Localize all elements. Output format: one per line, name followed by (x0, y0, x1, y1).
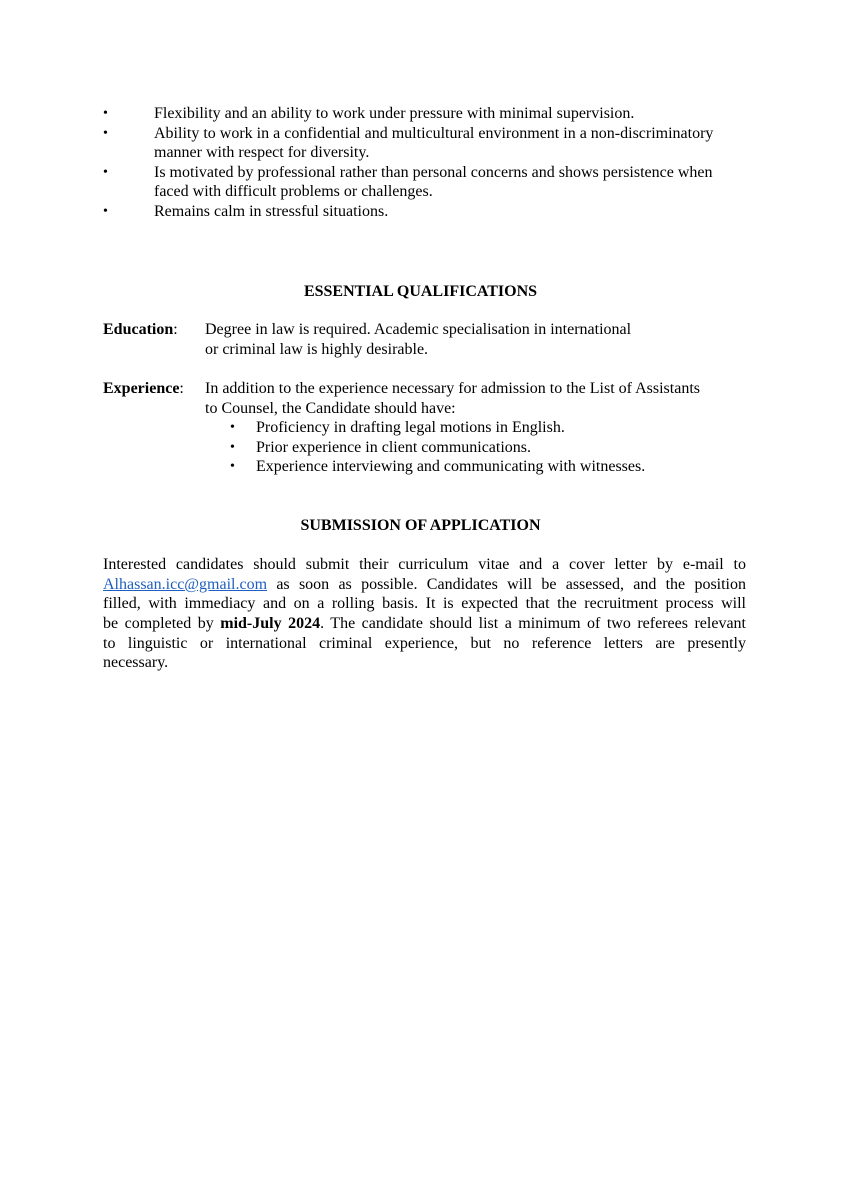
paragraph-line: necessary. (103, 654, 169, 671)
list-item-continuation: faced with difficult problems or challenges. (154, 183, 433, 200)
bullet-icon: • (230, 459, 235, 474)
bullet-icon: • (103, 106, 108, 121)
email-link[interactable]: Alhassan.icc@gmail.com (103, 576, 268, 593)
list-item-continuation: manner with respect for diversity. (154, 144, 370, 161)
education-text: Degree in law is required. Academic specialisation in international (205, 321, 632, 338)
list-item: Proficiency in drafting legal motions in English. (256, 419, 565, 436)
bullet-icon: • (103, 126, 108, 141)
education-text-continuation: or criminal law is highly desirable. (205, 341, 429, 358)
experience-text-continuation: to Counsel, the Candidate should have: (205, 400, 456, 417)
list-item: Experience interviewing and communicating with witnesses. (256, 458, 646, 475)
experience-text: In addition to the experience necessary for admission to the List of Assistants (205, 380, 700, 397)
paragraph-line: Interested candidates should submit their curriculum vitae and a cover letter by e-mail to (103, 556, 746, 573)
list-item: Is motivated by professional rather than personal concerns and shows persistence when (154, 164, 713, 181)
section-heading-qualifications: ESSENTIAL QUALIFICATIONS (303, 283, 538, 300)
list-item: Ability to work in a confidential and multicultural environment in a non-discriminatory (154, 125, 714, 142)
paragraph-line: Alhassan.icc@gmail.com as soon as possible. Candidates will be assessed, and the position (103, 576, 747, 593)
paragraph-line: filled, with immediacy and on a rolling basis. It is expected that the recruitment process will (103, 595, 746, 612)
list-item: Remains calm in stressful situations. (154, 203, 389, 220)
bullet-icon: • (103, 204, 108, 219)
experience-label: Experience: (103, 380, 184, 397)
bullet-icon: • (230, 420, 235, 435)
paragraph-line: to linguistic or international criminal experience, but no reference letters are presently (103, 635, 746, 652)
bullet-icon: • (103, 165, 108, 180)
deadline-text: mid-July 2024 (220, 615, 321, 632)
list-item: Flexibility and an ability to work under pressure with minimal supervision. (154, 105, 635, 122)
paragraph-line: be completed by mid-July 2024. The candidate should list a minimum of two referees relevant (103, 615, 746, 632)
section-heading-submission: SUBMISSION OF APPLICATION (300, 517, 541, 534)
education-label: Education: (103, 321, 178, 338)
list-item: Prior experience in client communications. (256, 439, 532, 456)
bullet-icon: • (230, 440, 235, 455)
